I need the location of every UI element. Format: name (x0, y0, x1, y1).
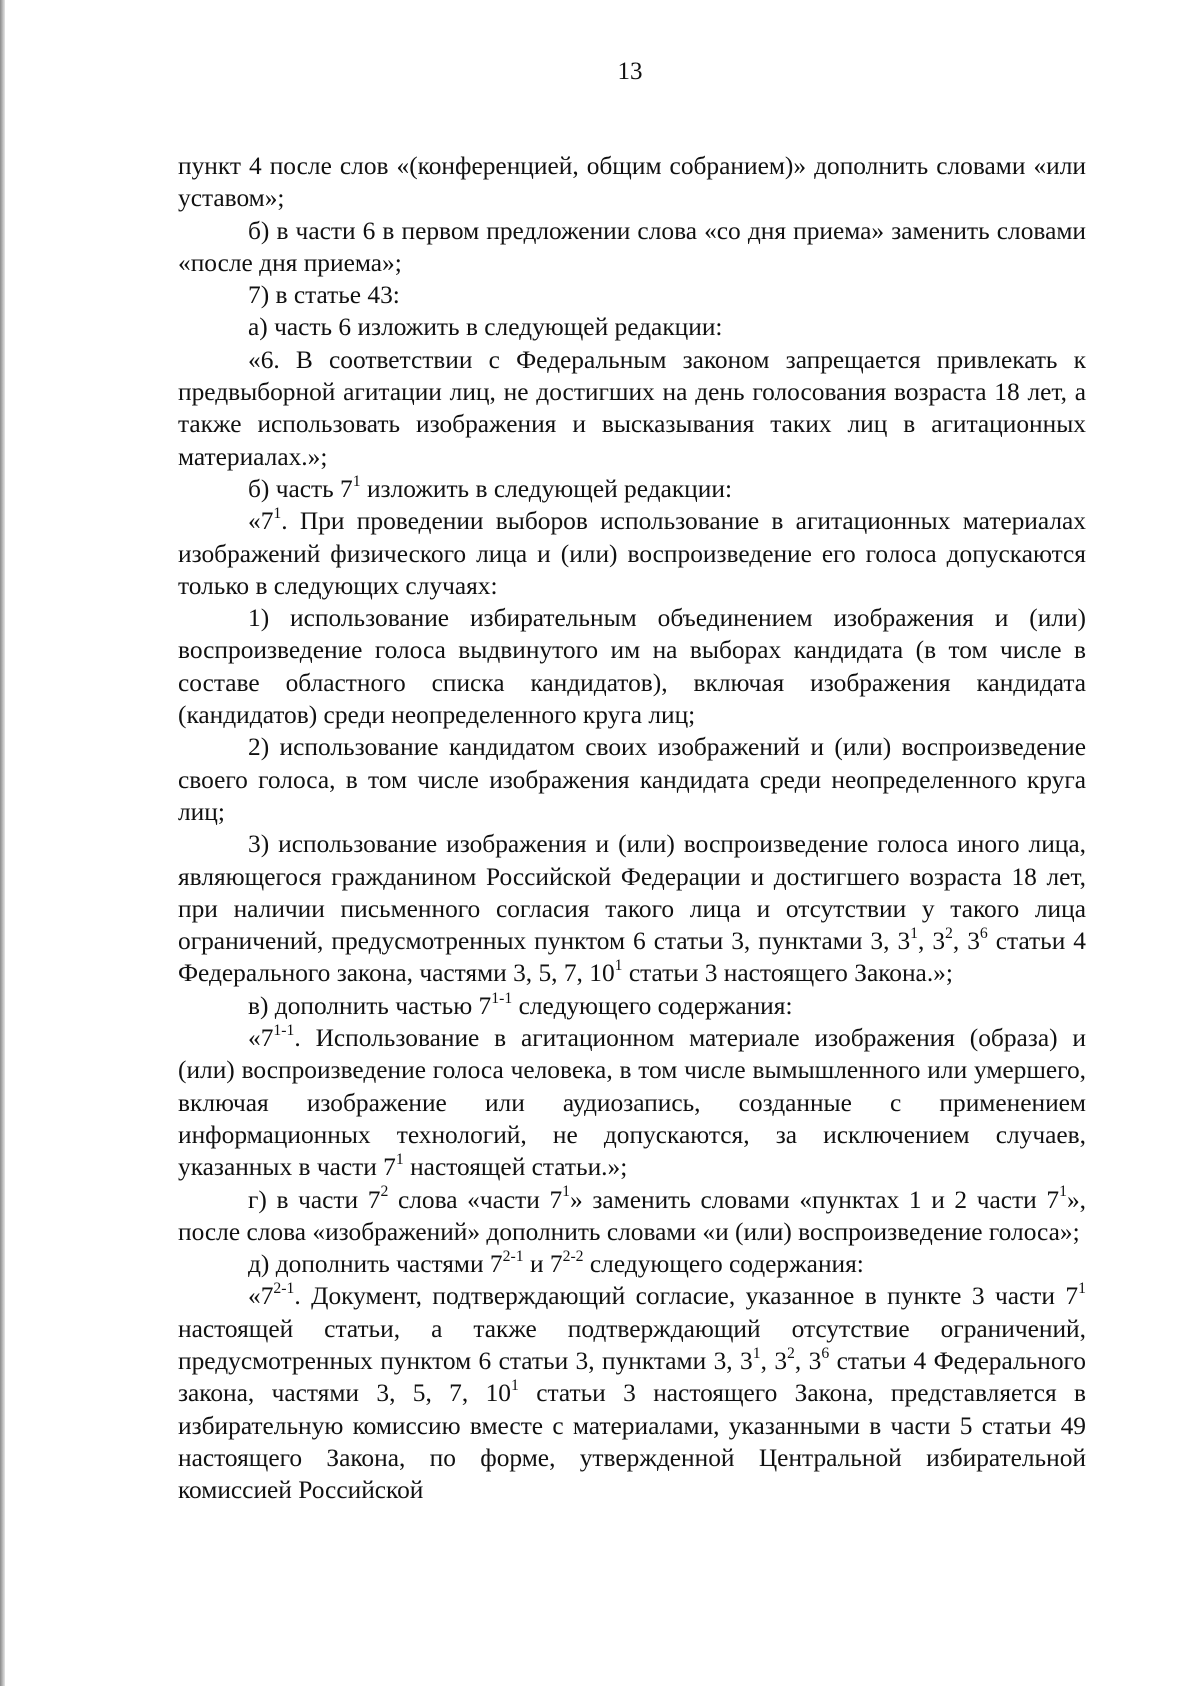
paragraph (178, 828, 1086, 989)
text-run: , 3 (760, 1346, 788, 1375)
text-run: . При проведении выборов использование в агитационных материалах изображений физического лица и (или) воспроизведение его голоса допускаются только в следующих случаях: (178, 507, 1086, 600)
text-run: «7 (248, 1282, 274, 1311)
text-run: статьи 4 Федерального закона, частями 3, 5, 7, 10 (178, 927, 1086, 988)
text-run: а) часть 6 изложить в следующей редакции: (248, 313, 723, 342)
text-run: изложить в следующей редакции: (360, 474, 732, 503)
paragraph (178, 505, 1086, 602)
scan-edge (0, 0, 5, 1686)
text-run: слова «части 7 (388, 1185, 563, 1214)
text-run: , 3 (952, 927, 980, 956)
text-run: статьи 3 настоящего Закона.»; (622, 959, 953, 988)
text-run: статьи 4 Федерального закона, частями 3, 5, 7, 10 (178, 1346, 1086, 1408)
document-body (178, 150, 1086, 1506)
page-number: 13 (617, 58, 643, 85)
text-run: «7 (248, 1024, 274, 1053)
text-run: б) часть 7 (248, 474, 353, 503)
text-run: статьи 3 настоящего Закона, представляется в избирательную комиссию вместе с материалами, указанными в части 5 статьи 49 настоящего Закона, по форме, утвержденной Центральной избирательной комиссией Российской (178, 1379, 1086, 1505)
text-run: г) в части 7 (248, 1185, 381, 1214)
superscript: 2-1 (502, 1248, 524, 1266)
paragraph (178, 1022, 1086, 1183)
text-run: 7) в статье 43: (248, 281, 400, 310)
text-run: следующего содержания: (512, 991, 793, 1020)
paragraph (178, 150, 1086, 215)
text-run: «6. В соответствии с Федеральным законом запрещается привлекать к предвыборной агитации лиц, не достигших на день голосования возраста 18 лет, а также использовать изображения и высказывания таких лиц в агитационных материалах.»; (178, 345, 1086, 471)
superscript: 2 (380, 1183, 389, 1201)
text-run: , 3 (918, 927, 946, 956)
superscript: 1 (1078, 1280, 1086, 1298)
superscript: 2 (945, 925, 953, 943)
text-run: настоящей статьи, а также подтверждающий отсутствие ограничений, предусмотренных пунктом 6 статьи 3, пунктами 3, 3 (178, 1314, 1086, 1375)
superscript: 1 (752, 1344, 761, 1362)
paragraph (178, 1280, 1086, 1506)
paragraph (178, 279, 1086, 311)
text-run: «7 (248, 507, 274, 536)
paragraph (178, 311, 1086, 343)
superscript: 1-1 (491, 989, 513, 1007)
text-run: » заменить словами «пунктах 1 и 2 части 7 (570, 1185, 1060, 1214)
superscript: 1-1 (273, 1021, 295, 1039)
superscript: 1 (352, 472, 361, 490)
superscript: 1 (562, 1183, 571, 1201)
text-run: д) дополнить частями 7 (248, 1250, 503, 1279)
paragraph (178, 602, 1086, 731)
text-run: 1) использование избирательным объединением изображения и (или) воспроизведение голоса выдвинутого им на выборах кандидата (в том числе в составе областного списка кандидатов), включая изображения кандидата (кандидатов) среди неопределенного круга лиц; (178, 604, 1086, 730)
text-run: следующего содержания: (583, 1250, 864, 1279)
text-run: пункт 4 после слов «(конференцией, общим собранием)» дополнить словами «или уставом»; (178, 152, 1086, 213)
paragraph (178, 731, 1086, 828)
text-run: настоящей статьи.»; (403, 1153, 628, 1182)
superscript: 6 (979, 925, 988, 943)
paragraph (178, 473, 1086, 505)
text-run: 3) использование изображения и (или) воспроизведение голоса иного лица, являющегося гражданином Российской Федерации и достигшего возраста 18 лет, при наличии письменного согласия такого лица и отсутствии у такого лица ограничений, предусмотренных пунктом 6 статьи 3, пунктами 3, 3 (178, 830, 1086, 956)
text-run: и 7 (523, 1250, 563, 1279)
paragraph (178, 1248, 1086, 1280)
text-run: , 3 (794, 1346, 822, 1375)
superscript: 6 (821, 1344, 830, 1362)
superscript: 2-2 (562, 1248, 584, 1266)
superscript: 1 (614, 957, 623, 975)
text-run: . Использование в агитационном материале изображения (образа) и (или) воспроизведение голоса человека, в том числе вымышленного или умершего, включая изображение или аудиозапись, созданные с применением информационных технологий, не допускаются, за исключением случаев, указанных в части 7 (178, 1024, 1086, 1182)
text-run: », после слова «изображений» дополнить словами «и (или) воспроизведение голоса»; (178, 1185, 1086, 1246)
superscript: 1 (510, 1377, 519, 1395)
text-run: . Документ, подтверждающий согласие, указанное в пункте 3 части 7 (294, 1282, 1079, 1311)
superscript: 2-1 (273, 1280, 295, 1298)
superscript: 1 (395, 1151, 404, 1169)
text-run: в) дополнить частью 7 (248, 991, 492, 1020)
paragraph (178, 344, 1086, 473)
superscript: 1 (1059, 1183, 1067, 1201)
superscript: 1 (273, 505, 282, 523)
text-run: б) в части 6 в первом предложении слова «со дня приема» заменить словами «после дня приема»; (178, 216, 1086, 277)
superscript: 2 (787, 1344, 795, 1362)
paragraph (178, 1184, 1086, 1249)
text-run: 2) использование кандидатом своих изображений и (или) воспроизведение своего голоса, в том числе изображения кандидата среди неопределенного круга лиц; (178, 733, 1086, 826)
paragraph (178, 215, 1086, 280)
superscript: 1 (910, 925, 919, 943)
paragraph (178, 990, 1086, 1022)
